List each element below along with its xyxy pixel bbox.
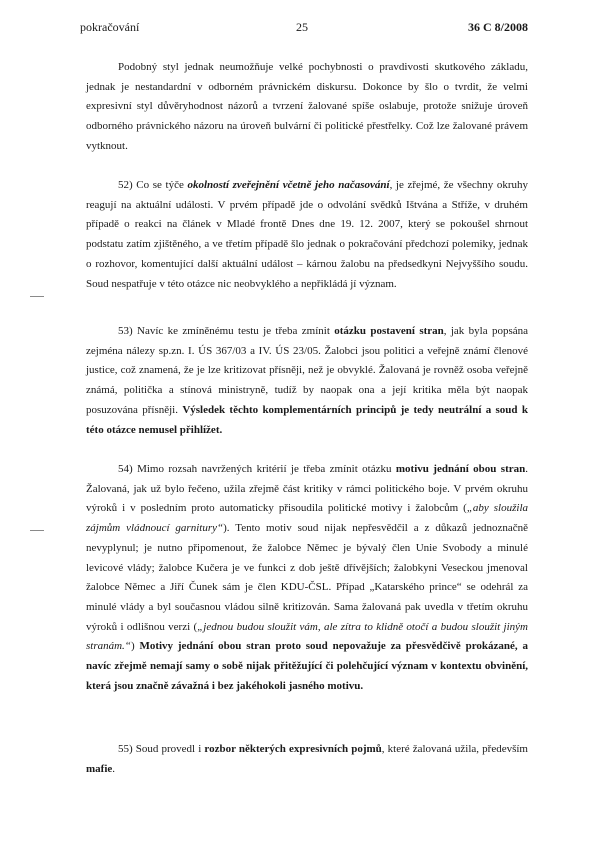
emphasis-bold: otázku postavení stran <box>334 325 444 337</box>
paragraph-text: , jak byla popsána zejména nálezy sp.zn. I. ÚS 367/03 a IV. ÚS 23/05. Žalobci jsou politici a veřejně známí členové justice, což znamená, že je lze kritizovat přísněji, než je obvyklé. Žalovaná je rovněž osoba veřejně známá, politička a stínová ministryně, tudíž by naopak ona a její kritika měla být naopak posuzována přísněji. <box>86 325 528 416</box>
conclusion-bold: Motivy jednání obou stran proto soud nepovažuje za přesvědčivě prokázané, a navíc zřejmě nemají samy o sobě nijak přitěžující či polehčující význam v kontextu obvinění, která jsou značně závažná i bez jakéhokoli jasného motivu. <box>86 640 529 692</box>
paragraph-text: , je zřejmé, že všechny okruhy reagují na aktuální události. V prvém případě jde o odvolání svědků Ištvána a Stříže, v druhém případě o reakci na článek v Mladé frontě Dnes dne 19. 12. 2007, který se pokoušel shrnout podstatu zatím zjištěného, a ve třetím případě šlo jednak o pokračování předchozí polemiky, jednak o rozhovor, komentující další aktuální událost – kárnou žalobu na předsedkyni Nejvyššího soudu. Soud nespatřuje v této otázce nic neobvyklého a nepřikládá jí význam. <box>86 179 528 290</box>
emphasis-bold: motivu jednání obou stran <box>395 463 526 475</box>
paragraph-text: ) <box>130 640 140 653</box>
paragraph-number: 54) Mimo rozsah navržených kritérií je třeba zmínit otázku <box>118 463 396 475</box>
paragraph-55 <box>86 740 528 779</box>
margin-mark <box>30 530 44 531</box>
page-number: 25 <box>296 20 308 34</box>
emphasis-bold: rozbor některých expresivních pojmů <box>204 743 382 755</box>
margin-mark <box>30 296 44 297</box>
paragraph-number: 52) Co se týče <box>118 179 188 191</box>
paragraph-text: , které žalovaná užila, především <box>381 743 528 755</box>
paragraph-number: 53) Navíc ke zmíněnému testu je třeba zmínit <box>118 325 335 337</box>
paragraph-text: . Žalovaná, jak už bylo řečeno, užila zřejmě část kritiky v rámci politického boje. V prvém okruhu výroků i v posledním proto automaticky přisoudila politické motivy i žalobcům ( <box>86 463 528 515</box>
quotation-italic: „jednou budou sloužit vám, ale zítra to klidně otočí a budou sloužit jiným stranám.“ <box>86 620 529 653</box>
paragraph-number: 55) Soud provedl i <box>118 743 205 755</box>
emphasis-bold: mafie <box>86 762 113 775</box>
paragraph-52 <box>86 176 528 294</box>
paragraph-53 <box>86 322 528 440</box>
case-number: 36 C 8/2008 <box>468 20 528 34</box>
quotation-italic: „aby sloužila zájmům vládnoucí garnitury“ <box>86 502 528 535</box>
conclusion-bold: Výsledek těchto komplementárních principů je tedy neutrální a soud k této otázce nemusel přihlížet. <box>86 403 528 436</box>
paragraph-text: . <box>112 762 116 775</box>
header-continuation: pokračování <box>80 20 140 34</box>
emphasis-bold-italic: okolností zveřejnění včetně jeho načasování <box>187 179 390 191</box>
paragraph-text: ). Tento motiv soud nijak nepřesvědčil a z důkazů jednoznačně nevyplynul; je nutno připomenout, že žalobce Němec je bývalý člen Unie Svobody a minulé levicové vlády; žalobce Kučera je ve funkci z dob ještě dřívějších; žalobkyni Veseckou jmenoval žalobce Němec a Jiří Čunek sám je člen KDU-ČSL. Případ „Katarského prince“ se odehrál za minulé vlády a byl současnou vládou silně kritizován. Sama žalovaná pak uvedla v třetím okruhu výroků i odlišnou verzi ( <box>86 522 528 633</box>
paragraph-text: Podobný styl jednak neumožňuje velké pochybnosti o pravdivosti skutkového základu, jednak je nestandardní v odborném právnickém diskursu. Dokonce by šlo o tvrdit, že velmi expresivní styl důvěryhodnost názorů a tvrzení žalované spíše oslabuje, protože snižuje úroveň odborného právnického názoru na úroveň bulvární či politické přestřelky. Což lze žalované právem vytknout. <box>86 61 528 152</box>
paragraph-54 <box>86 460 528 696</box>
paragraph-style <box>86 58 528 157</box>
